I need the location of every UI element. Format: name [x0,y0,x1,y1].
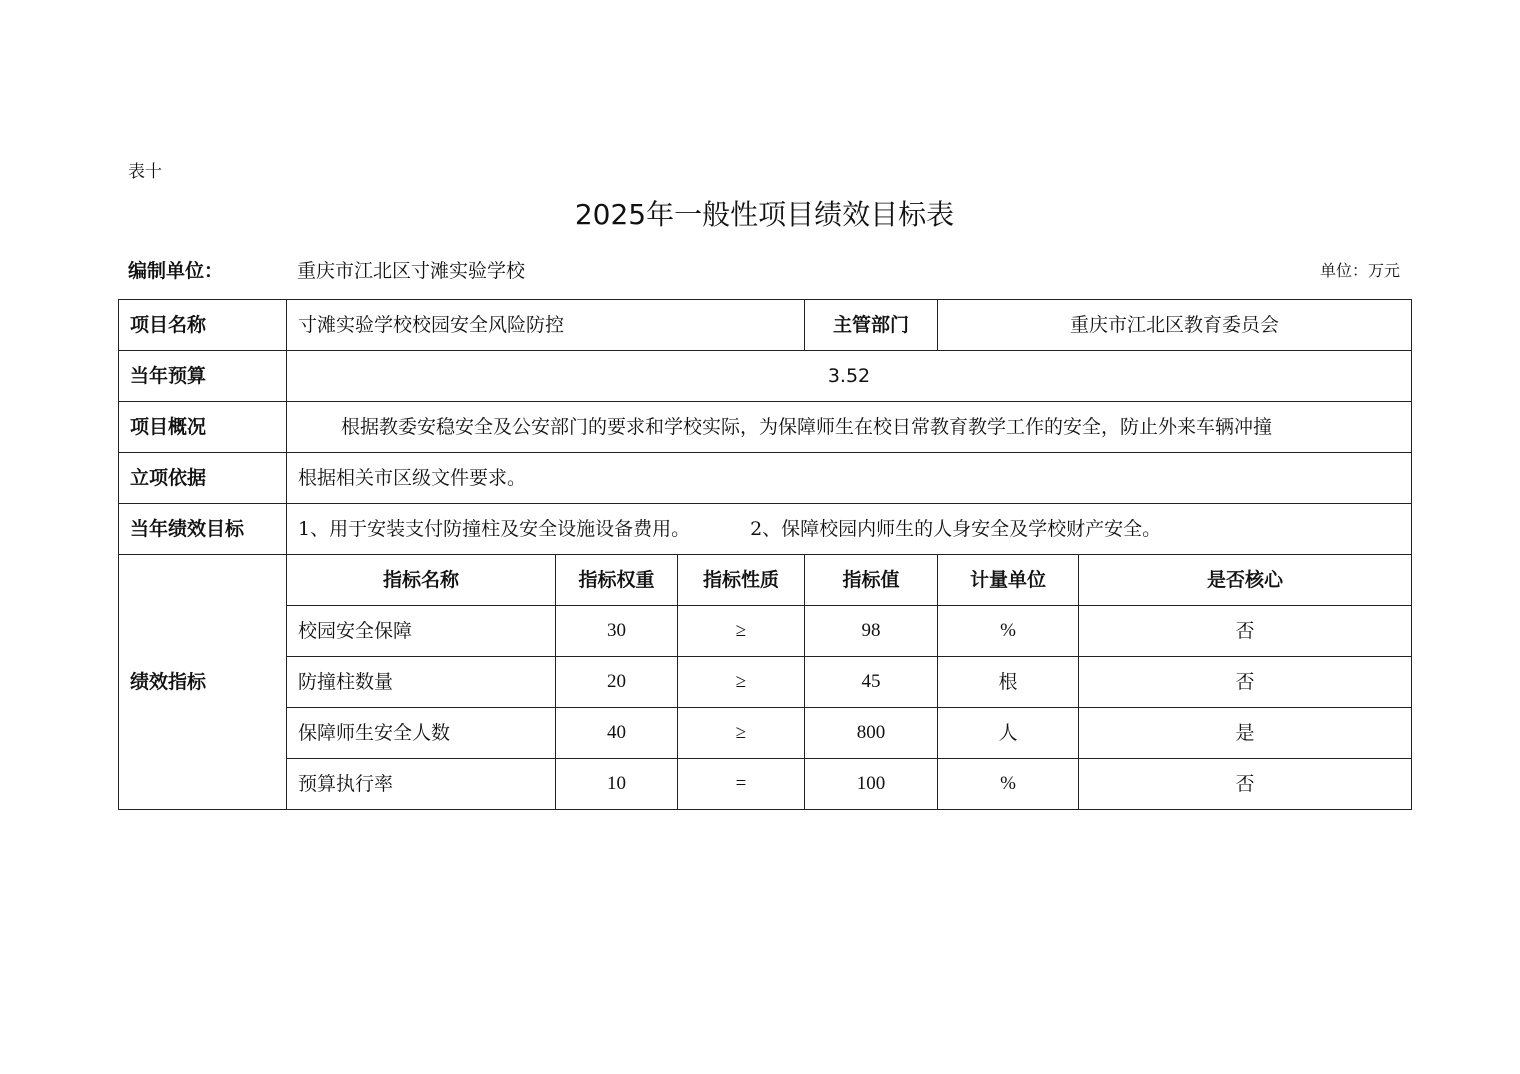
goal-label: 当年绩效目标 [119,504,287,555]
header-measure-unit: 计量单位 [938,555,1079,606]
goal-text-1: 1、用于安装支付防撞柱及安全设施设备费用。 [298,518,691,540]
table-row [119,759,1412,810]
table-row [119,657,1412,708]
row-budget [119,351,1412,402]
indicator-name: 校园安全保障 [287,606,556,657]
dept-value: 重庆市江北区教育委员会 [938,300,1412,351]
unit-note: 单位：万元 [1319,261,1400,280]
indicator-core: 是 [1079,708,1412,759]
indicator-value: 98 [805,606,938,657]
indicator-unit: 人 [938,708,1079,759]
dept-label: 主管部门 [805,300,938,351]
row-project-name [119,300,1412,351]
org-label: 编制单位： [128,260,224,282]
indicator-nature: ≥ [678,657,805,708]
indicator-unit: 根 [938,657,1079,708]
performance-table [118,299,1412,810]
budget-label: 当年预算 [119,351,287,402]
overview-text: 根据教委安稳安全及公安部门的要求和学校实际，为保障师生在校日常教育教学工作的安全，防止外来车辆冲撞 [287,402,1412,453]
basis-label: 立项依据 [119,453,287,504]
budget-value: 3.52 [287,351,1412,402]
header-is-core: 是否核心 [1079,555,1412,606]
indicator-core: 否 [1079,759,1412,810]
page-title: 2025年一般性项目绩效目标表 [574,198,955,231]
basis-text: 根据相关市区级文件要求。 [287,453,1412,504]
indicator-name: 保障师生安全人数 [287,708,556,759]
table-label: 表十 [128,162,162,182]
indicator-unit: % [938,606,1079,657]
indicator-value: 100 [805,759,938,810]
goal-text [287,504,1412,555]
header-indicator-value: 指标值 [805,555,938,606]
indicator-core: 否 [1079,606,1412,657]
header-indicator-name: 指标名称 [287,555,556,606]
table-row [119,708,1412,759]
indicator-nature: ≥ [678,606,805,657]
indicator-name: 预算执行率 [287,759,556,810]
header-indicator-nature: 指标性质 [678,555,805,606]
indicator-nature: = [678,759,805,810]
indicator-value: 800 [805,708,938,759]
overview-label: 项目概况 [119,402,287,453]
project-name-value: 寸滩实验学校校园安全风险防控 [287,300,805,351]
org-value: 重庆市江北区寸滩实验学校 [297,260,526,282]
indicator-nature: ≥ [678,708,805,759]
row-overview [119,402,1412,453]
indicator-unit: % [938,759,1079,810]
row-basis [119,453,1412,504]
indicator-core: 否 [1079,657,1412,708]
indicator-name: 防撞柱数量 [287,657,556,708]
goal-text-2: 2、保障校园内师生的人身安全及学校财产安全。 [750,518,1162,540]
row-goal [119,504,1412,555]
indicator-header-row [119,555,1412,606]
indicator-weight: 20 [556,657,678,708]
indicator-weight: 10 [556,759,678,810]
indicator-weight: 30 [556,606,678,657]
header-indicator-weight: 指标权重 [556,555,678,606]
project-name-label: 项目名称 [119,300,287,351]
indicator-value: 45 [805,657,938,708]
indicator-weight: 40 [556,708,678,759]
indicators-section-label: 绩效指标 [119,555,287,810]
table-row [119,606,1412,657]
